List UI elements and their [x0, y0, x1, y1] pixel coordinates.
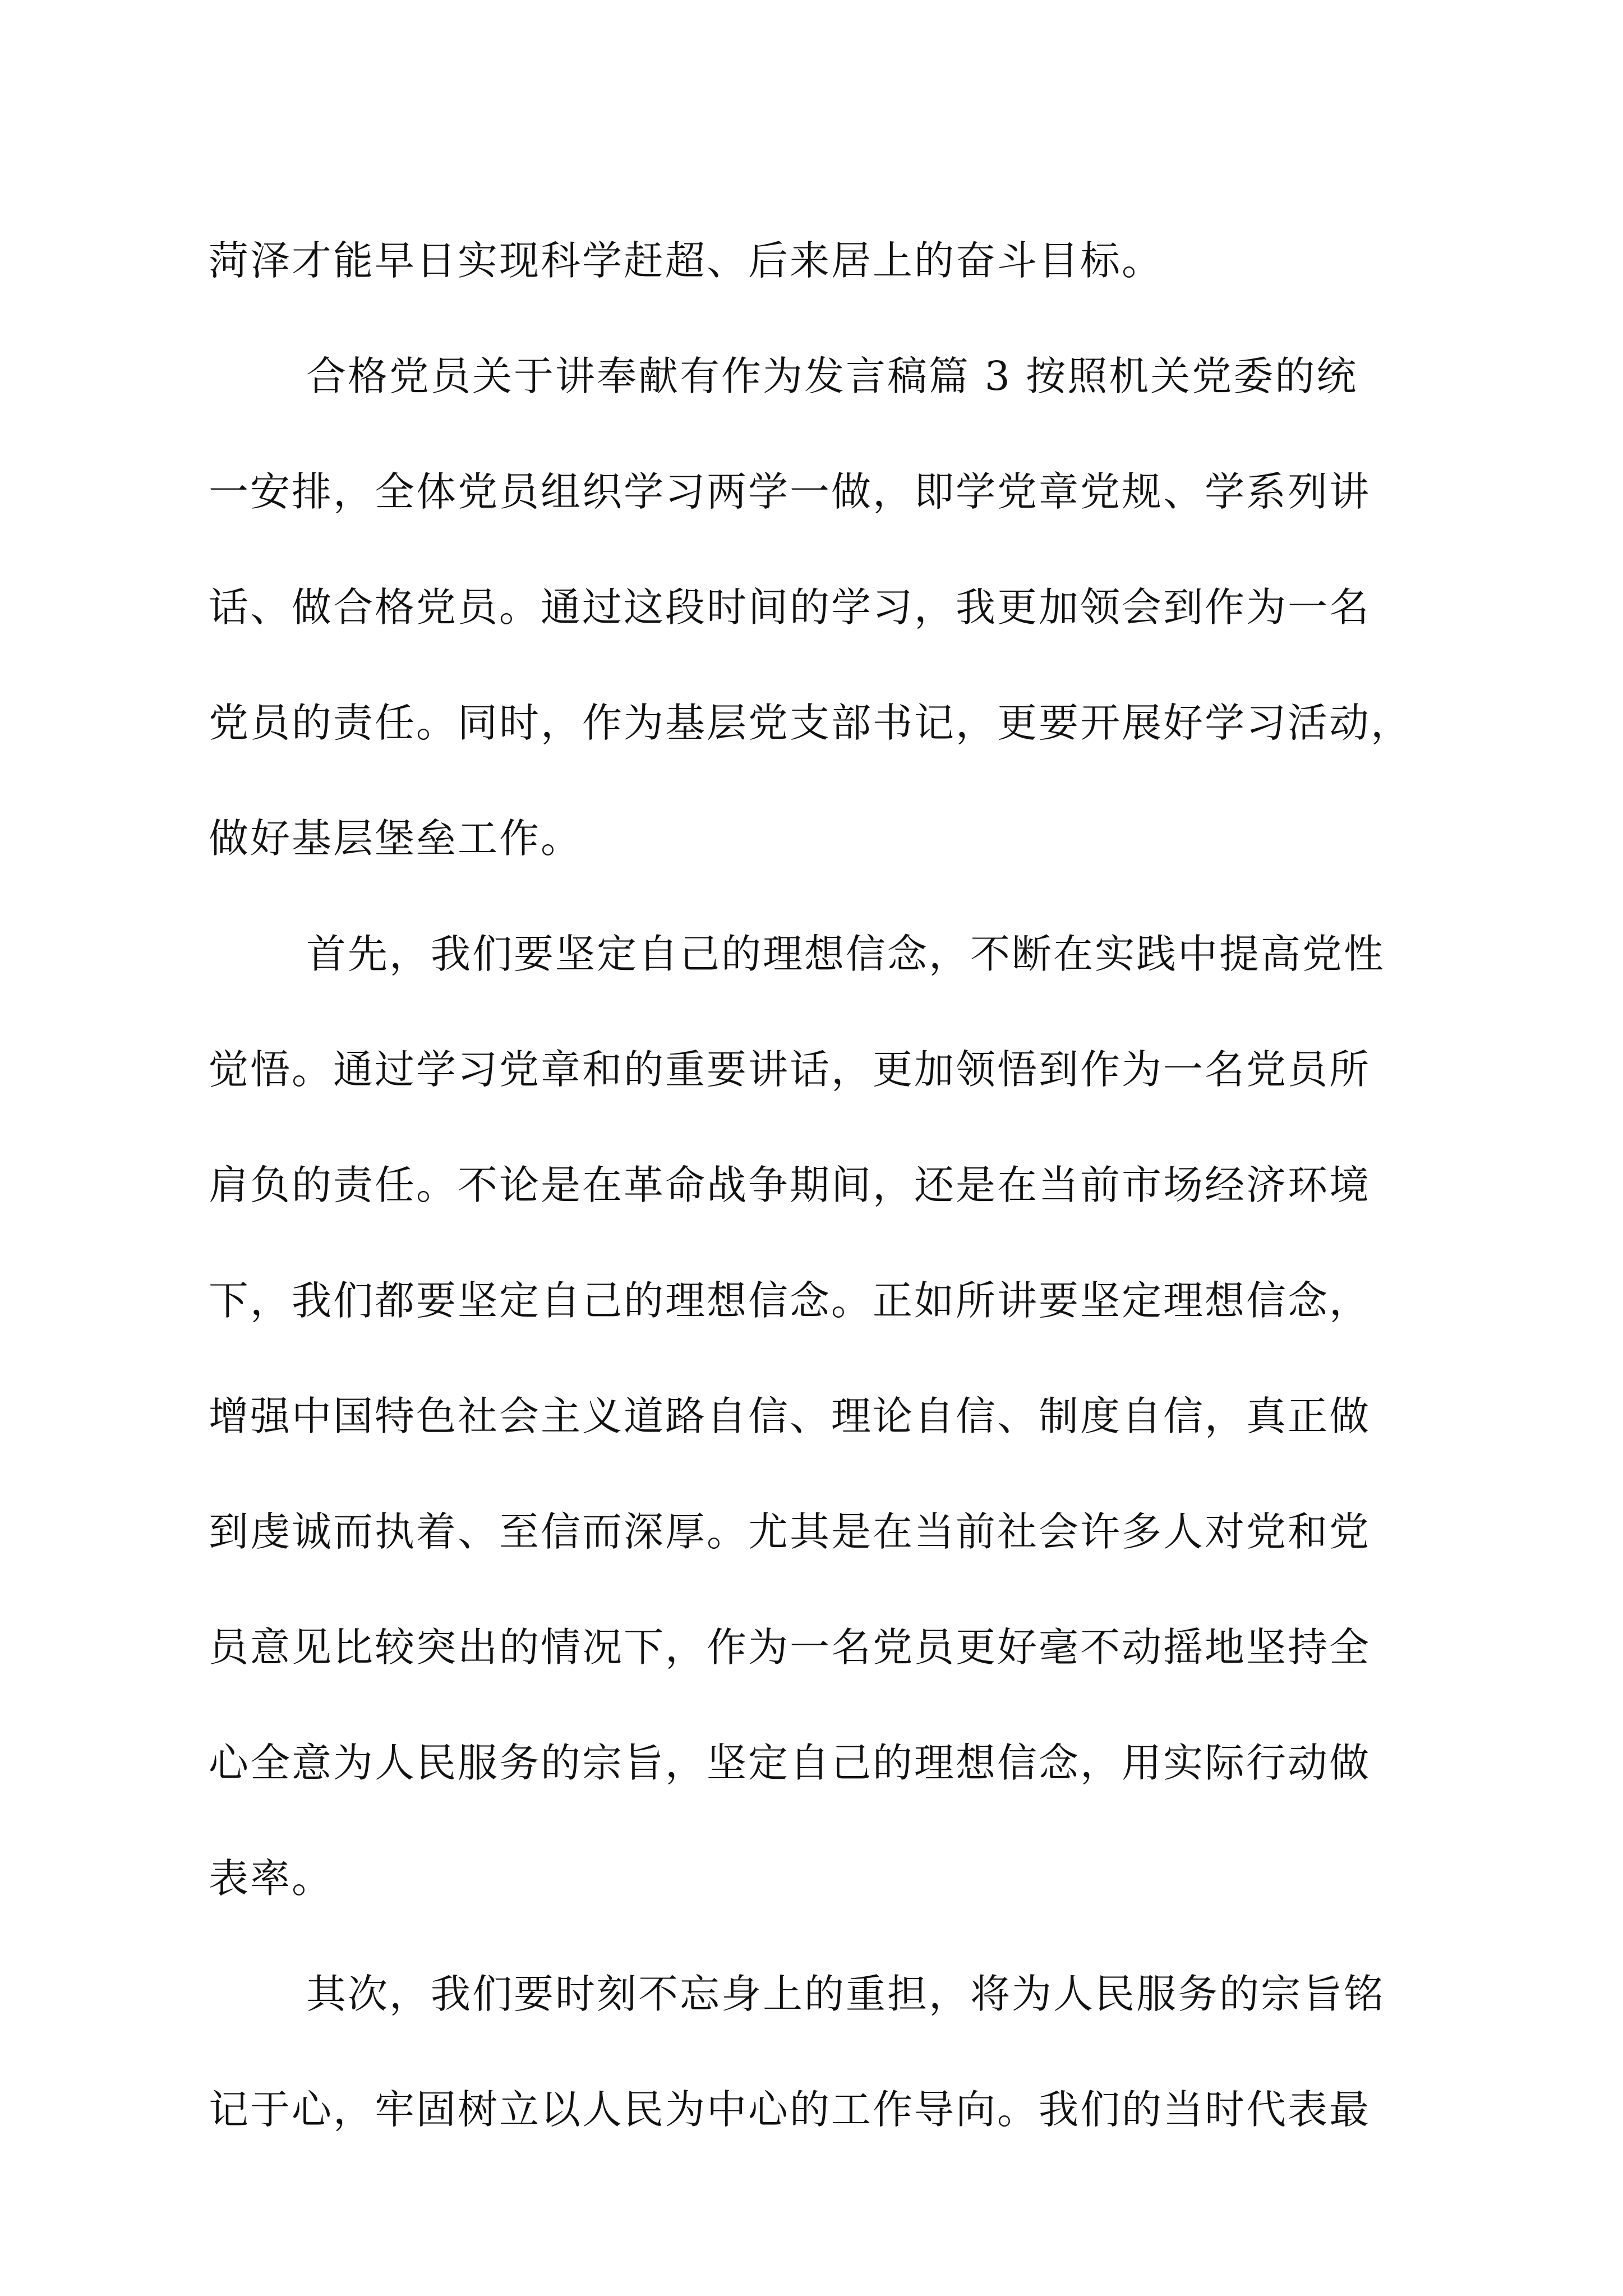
text-line-14: 心全意为人民服务的宗旨，坚定自己的理想信念，用实际行动做 — [209, 1740, 1371, 1786]
text-line-15: 表率。 — [209, 1855, 334, 1902]
text-line-13: 员意见比较突出的情况下，作为一名党员更好毫不动摇地坚持全 — [209, 1624, 1371, 1671]
text-line-12: 到虔诚而执着、至信而深厚。尤其是在当前社会许多人对党和党 — [209, 1508, 1371, 1555]
text-line-9: 肩负的责任。不论是在革命战争期间，还是在当前市场经济环境 — [209, 1162, 1371, 1208]
text-line-16: 其次，我们要时刻不忘身上的重担，将为人民服务的宗旨铭 — [306, 1971, 1386, 2017]
text-line-4: 话、做合格党员。通过这段时间的学习，我更加领会到作为一名 — [209, 584, 1371, 631]
text-line-8: 觉悟。通过学习党章和的重要讲话，更加领悟到作为一名党员所 — [209, 1046, 1371, 1093]
text-line-6: 做好基层堡垒工作。 — [209, 815, 583, 862]
text-line-11: 增强中国特色社会主义道路自信、理论自信、制度自信，真正做 — [209, 1393, 1371, 1439]
text-line-1: 菏泽才能早日实现科学赶超、后来居上的奋斗目标。 — [209, 237, 1164, 284]
text-line-3: 一安排，全体党员组织学习两学一做，即学党章党规、学系列讲 — [209, 468, 1371, 515]
text-line-17: 记于心，牢固树立以人民为中心的工作导向。我们的当时代表最 — [209, 2086, 1371, 2133]
text-line-2: 合格党员关于讲奉献有作为发言稿篇 3 按照机关党委的统 — [306, 353, 1358, 399]
text-line-7: 首先，我们要坚定自己的理想信念，不断在实践中提高党性 — [306, 931, 1386, 977]
text-line-5: 党员的责任。同时，作为基层党支部书记，更要开展好学习活动， — [209, 700, 1413, 746]
text-line-10: 下，我们都要坚定自己的理想信念。正如所讲要坚定理想信念， — [209, 1277, 1371, 1324]
